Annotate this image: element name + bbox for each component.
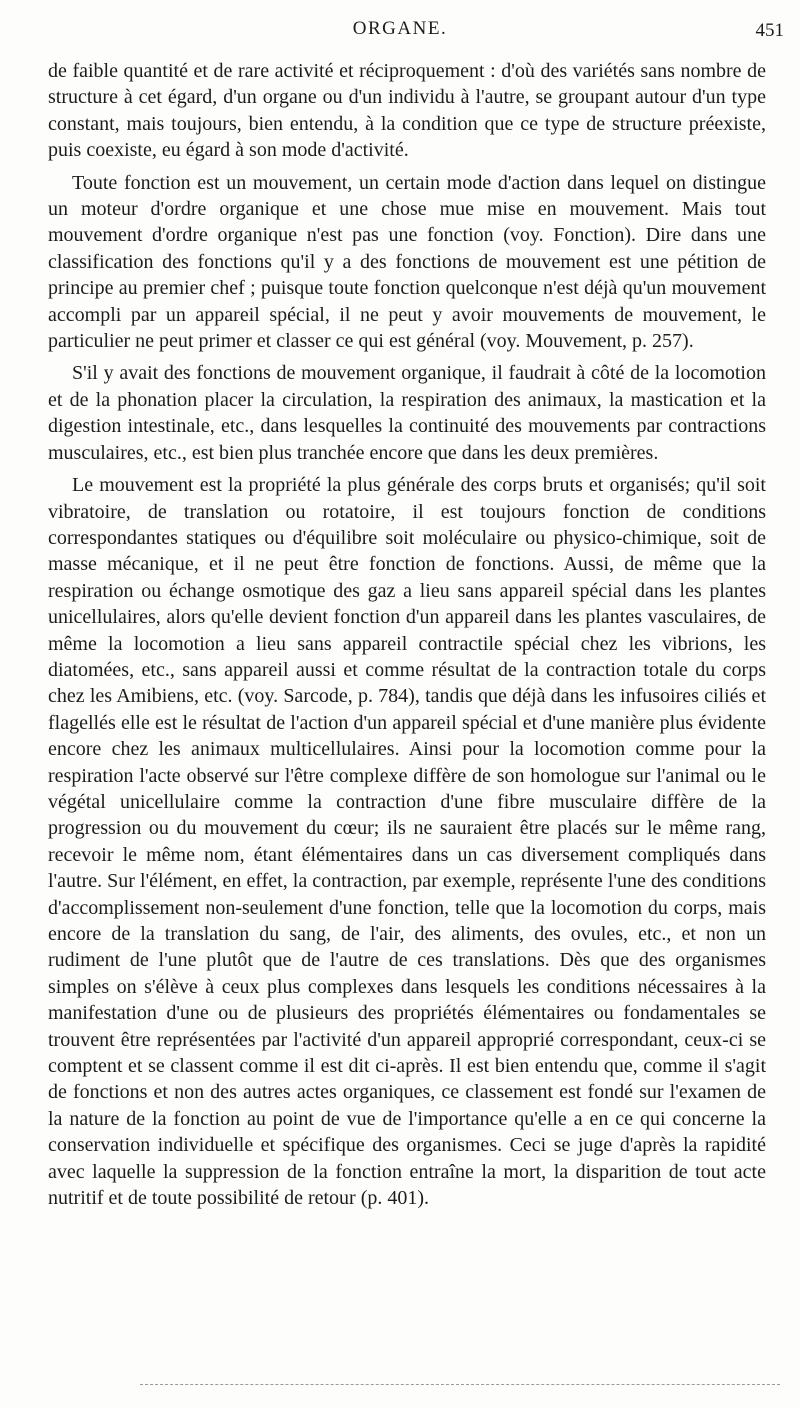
running-head <box>0 14 800 44</box>
running-title: ORGANE. <box>352 18 448 39</box>
body-text <box>48 58 766 1217</box>
paragraph-continuation: de faible quantité et de rare activité et réciproquement : d'où des variétés sans nombre de structure à cet égard, d'un organe ou d'un individu à l'autre, se groupant autour d'un type constant, mais toujours, bien entendu, à la condition que ce type de structure préexiste, puis coexiste, eu égard à son mode d'activité. <box>48 60 766 162</box>
page-number: 451 <box>755 20 784 41</box>
paragraph-fonction-mouvement: Toute fonction est un mouvement, un certain mode d'action dans lequel on distingue un moteur d'ordre organique et une chose mue mise en mouvement. Mais tout mouvement d'ordre organique n'est pas une fonction (voy. Fonction). Dire dans une classification des fonctions qu'il y a des fonctions de mouvement est une pétition de principe au premier chef ; puisque toute fonction quelconque n'est déjà qu'un mouvement accompli par un appareil spécial, il ne peut y avoir mouvements de mouvement, le particulier ne peut primer et classer ce qui est général (voy. Mouvement, p. 257). <box>48 171 766 353</box>
paragraph-mouvement-organique: S'il y avait des fonctions de mouvement organique, il faudrait à côté de la locomotion et de la phonation placer la circulation, la respiration des animaux, la mastication et la digestion intestinale, etc., dans lesquelles la continuité des mouvements par contractions musculaires, etc., est bien plus tranchée encore que dans les deux premières. <box>48 362 766 464</box>
paragraph-propriete-generale: Le mouvement est la propriété la plus générale des corps bruts et organisés; qu'il soit vibratoire, de translation ou rotatoire, il est toujours fonction de conditions correspondantes statiques ou d'équilibre soit moléculaire ou physico-chimique, soit de masse mécanique, et il ne peut être fonction de fonctions. Aussi, de même que la respiration ou échange osmotique des gaz a lieu sans appareil spécial dans les plantes unicellulaires, alors qu'elle devient fonction d'un appareil dans les plantes vasculaires, de même la locomotion a lieu sans appareil contractile spécial chez les vibrions, les diatomées, etc., sans appareil aussi et comme résultat de la contraction totale du corps chez les Amibiens, etc. (voy. Sarcode, p. 784), tandis que déjà dans les infusoires ciliés et flagellés elle est le résultat de l'action d'un appareil spécial et d'une manière plus évidente encore chez les animaux multicellulaires. Ainsi pour la locomotion comme pour la respiration l'acte observé sur l'être complexe diffère de son homologue sur l'animal ou le végétal unicellulaire comme la contraction d'une fibre musculaire diffère de la progression ou du mouvement du cœur; ils ne sauraient être placés sur le même rang, recevoir le même nom, étant élémentaires dans un cas diversement compliqués dans l'autre. Sur l'élément, en effet, la contraction, par exemple, représente l'une des conditions d'accomplissement non-seulement d'une fonction, telle que la locomotion du corps, mais encore de la translation du sang, de l'air, des aliments, des ovules, etc., et non un rudiment de l'une plutôt que de l'autre de ces translations. Dès que des organismes simples on s'élève à ceux plus complexes dans lesquels les conditions nécessaires à la manifestation d'une ou de plusieurs des propriétés élémentaires ou fondamentales se trouvent être représentées par l'activité d'un appareil approprié correspondant, ceux-ci se comptent et se classent comme il est dit ci-après. Il est bien entendu que, comme il s'agit de fonctions et non des autres actes organiques, ce classement est fondé sur l'examen de la nature de la fonction au point de vue de l'importance qu'elle a en ce qui concerne la conservation individuelle et spécifique des organismes. Ceci se juge d'après la rapidité avec laquelle la suppression de la fonction entraîne la mort, la disparition de tout acte nutritif et de toute possibilité de retour (p. 401). <box>48 474 766 1210</box>
footer-divider <box>140 1384 780 1385</box>
